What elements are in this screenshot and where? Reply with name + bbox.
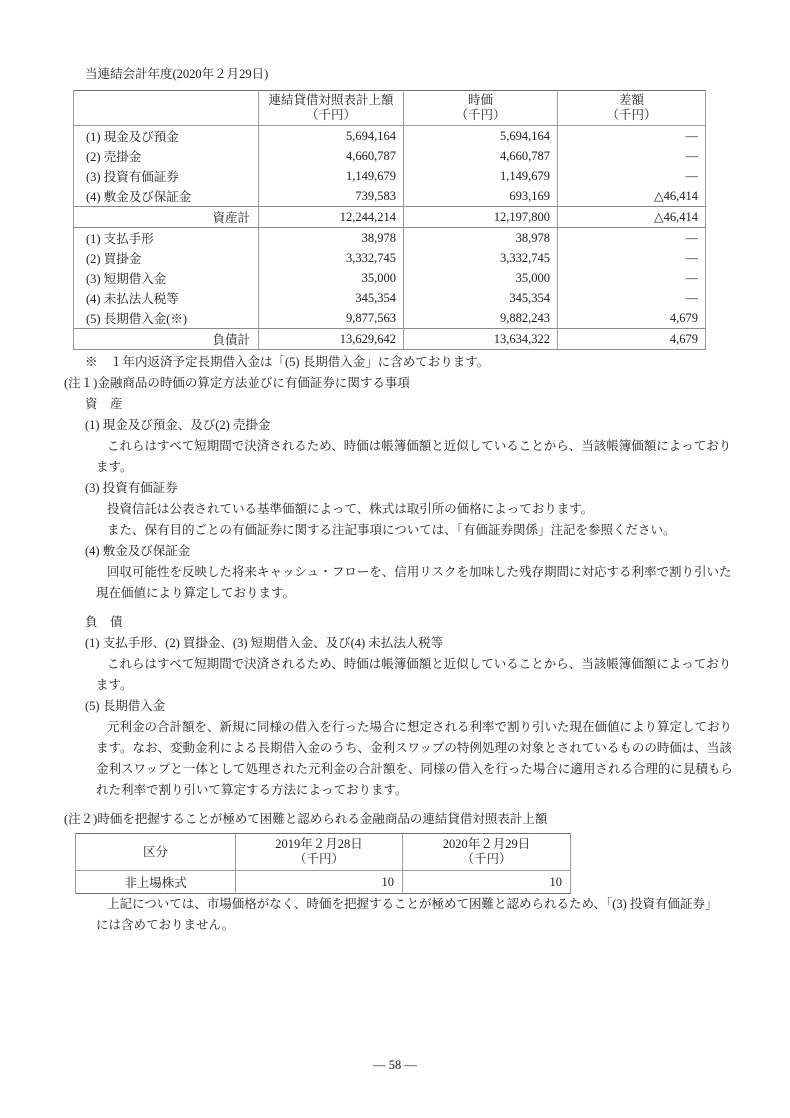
fair-value: 693,169 [404,186,558,207]
spacer [64,604,742,612]
fair-value: 5,694,164 [404,126,558,147]
table-row-accounts-payable [74,248,706,268]
note1-line: (5) 長期借入金 [85,699,166,713]
difference-column-header [558,91,706,126]
spacer [64,801,742,809]
note1-line: ます。 [96,678,133,692]
fair-value: 345,354 [404,288,558,308]
bs-amount: 3,332,745 [259,248,404,268]
bs-amount-column-header [259,91,404,126]
difference: — [558,126,706,147]
row-label: (2) 売掛金 [74,146,259,166]
table-row-income-taxes-payable [74,288,706,308]
difference: — [558,268,706,288]
table-footnote: ※ １年内返済予定長期借入金は「(5) 長期借入金」に含めております。 [85,355,490,369]
fy2020-header-unit: （千円） [461,852,512,866]
fy2019-value: 10 [236,871,403,894]
fair-value: 38,978 [404,228,558,249]
row-label: (5) 長期借入金(※) [74,308,259,329]
row-label: (3) 投資有価証券 [74,166,259,186]
unlisted-stock-table [75,833,571,894]
row-label: 資産計 [74,207,259,228]
category-column-header: 区分 [76,834,236,871]
bs-amount: 5,694,164 [259,126,404,147]
bs-amount: 12,244,214 [259,207,404,228]
fy2019-column-header [236,834,403,871]
table-row-guarantee-deposits [74,186,706,207]
bs-amount: 345,354 [259,288,404,308]
fair-value-header-title: 時価 [467,93,493,107]
bs-amount: 35,000 [259,268,404,288]
fair-value: 1,149,679 [404,166,558,186]
bs-amount-header-unit: （千円） [305,108,356,122]
note2-heading: (注２)時価を把握することが極めて困難と認められる金融商品の連結貸借対照表計上額 [64,812,548,826]
fair-value-column-header [404,91,558,126]
note1-line: 現在価値により算定しております。 [96,586,296,600]
note1-line: ます。 [96,460,133,474]
financial-instruments-fair-value-table [73,90,706,350]
bs-amount: 9,877,563 [259,308,404,329]
fy2020-value: 10 [403,871,571,894]
note1-line: 投資信託は公表されている基準価額によって、株式は取引所の価格によっております。 [107,502,594,516]
difference: 4,679 [558,329,706,350]
fair-value: 3,332,745 [404,248,558,268]
row-label: (4) 未払法人税等 [74,288,259,308]
fair-value-header-unit: （千円） [455,108,506,122]
bs-amount: 1,149,679 [259,166,404,186]
fy2019-header-unit: （千円） [293,852,344,866]
page-number: — 58 — [373,1058,417,1072]
note1-line: これらはすべて短期間で決済されるため、時価は帳簿価額と近似していることから、当該帳簿価額によっており [107,439,732,453]
note2-closing-line: 上記については、市場価格がなく、時価を把握することが極めて困難と認められるため、「(3) 投資有価証券」 [107,897,718,911]
fair-value: 35,000 [404,268,558,288]
table-row-cash-deposits [74,126,706,147]
difference: — [558,228,706,249]
table-header-row [74,91,706,126]
row-label: (4) 敷金及び保証金 [74,186,259,207]
row-label: (1) 支払手形 [74,228,259,249]
difference: — [558,288,706,308]
difference: 4,679 [558,308,706,329]
note1-line: また、保有目的ごとの有価証券に関する注記事項については、「有価証券関係」注記を参照ください。 [107,523,676,537]
table-row-short-term-loans [74,268,706,288]
bs-amount: 13,629,642 [259,329,404,350]
table-row-investment-securities [74,166,706,186]
difference: △46,414 [558,186,706,207]
fiscal-year-title: 当連結会計年度(2020年２月29日) [85,67,269,81]
page-content [64,0,742,936]
note1-line: (1) 現金及び預金、及び(2) 売掛金 [85,418,271,432]
note1-line: 負 債 [85,615,123,629]
fair-value: 13,634,322 [404,329,558,350]
row-label: (2) 買掛金 [74,248,259,268]
note1-line: 資 産 [85,397,123,411]
fair-value: 4,660,787 [404,146,558,166]
note1-line: (4) 敷金及び保証金 [85,544,191,558]
fair-value: 12,197,800 [404,207,558,228]
difference: — [558,146,706,166]
table-row-notes-payable [74,228,706,249]
note1-line: 回収可能性を反映した将来キャッシュ・フローを、信用リスクを加味した残存期間に対応する利率で割り引いた [107,565,732,579]
bs-amount: 38,978 [259,228,404,249]
note2-closing-line: には含めておりません。 [96,918,235,932]
table-header-row [76,834,571,871]
row-label: (1) 現金及び預金 [74,126,259,147]
note1-line: ます。なお、変動金利による長期借入金のうち、金利スワップの特例処理の対象とされているものの時価は、当該 [96,741,732,755]
bs-amount: 739,583 [259,186,404,207]
note1-line: 元利金の合計額を、新規に同様の借入を行った場合に想定される利率で割り引いた現在価値により算定しており [107,720,733,734]
assets-total-row [74,207,706,228]
difference: — [558,166,706,186]
note1-heading: (注１)金融商品の時価の算定方法並びに有価証券に関する事項 [64,376,410,390]
note1-line: これらはすべて短期間で決済されるため、時価は帳簿価額と近似していることから、当該帳簿価額によっており [107,657,732,671]
fy2019-header-title: 2019年２月28日 [275,837,363,851]
difference: — [558,248,706,268]
table-row-unlisted-stock [76,871,571,894]
note1-line: (1) 支払手形、(2) 買掛金、(3) 短期借入金、及び(4) 未払法人税等 [85,636,444,650]
fy2020-column-header [403,834,571,871]
note1-line: (3) 投資有価証券 [85,481,178,495]
liabilities-total-row [74,329,706,350]
item-column-header [74,91,259,126]
bs-amount: 4,660,787 [259,146,404,166]
row-label: 非上場株式 [76,871,236,894]
table-row-accounts-receivable [74,146,706,166]
difference-header-unit: （千円） [606,108,657,122]
note1-line: 金利スワップと一体として処理された元利金の合計額を、同様の借入を行った場合に適用される合理的に見積もら [96,762,733,776]
row-label: 負債計 [74,329,259,350]
note1-line: れた利率で割り引いて算定する方法によっております。 [96,783,408,797]
bs-amount-header-title: 連結貸借対照表計上額 [268,93,394,107]
table-row-long-term-loans [74,308,706,329]
row-label: (3) 短期借入金 [74,268,259,288]
difference-header-title: 差額 [618,93,644,107]
fair-value: 9,882,243 [404,308,558,329]
difference: △46,414 [558,207,706,228]
fy2020-header-title: 2020年２月29日 [442,837,531,851]
